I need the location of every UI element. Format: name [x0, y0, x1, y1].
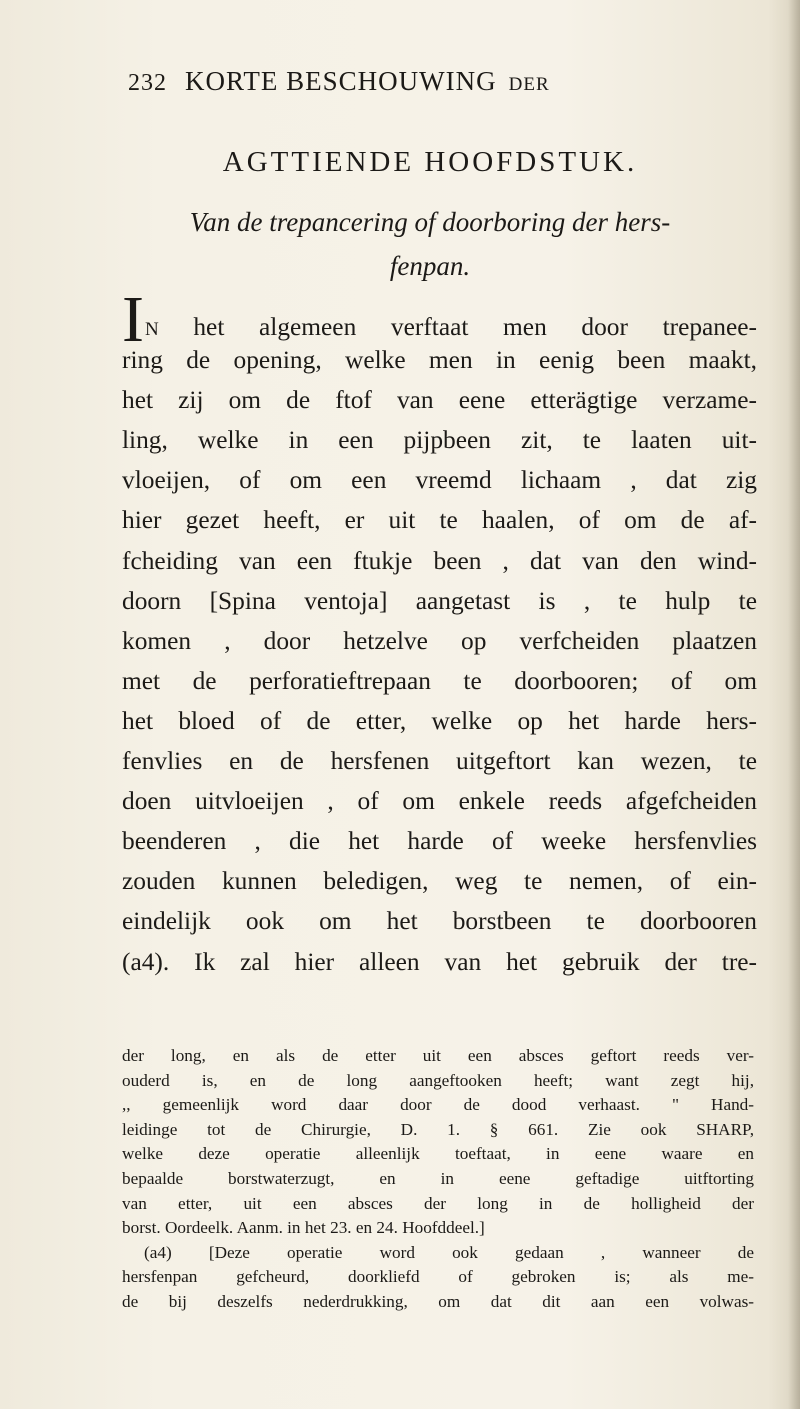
footnote-line: bepaalde borstwaterzugt, en in eene geftadige uitftorting — [122, 1168, 754, 1188]
footnote-line: borst. Oordeelk. Aanm. in het 23. en 24. Hoofddeel.] — [122, 1218, 485, 1238]
body-text — [122, 283, 757, 982]
page-edge-shadow — [788, 0, 800, 1409]
body-line: vloeijen, of om een vreemd lichaam , dat zig — [122, 466, 757, 495]
footnotes — [122, 1044, 754, 1315]
page-number: 232 — [128, 70, 167, 96]
footnote-line: welke deze operatie alleenlijk toeftaat, in eene waare en — [122, 1144, 754, 1164]
body-line: het bloed of de etter, welke op het harde hers- — [122, 706, 757, 735]
body-line-text: het algemeen verftaat men door trepanee- — [158, 313, 757, 341]
body-line: (a4). Ik zal hier alleen van het gebruik der tre- — [122, 947, 757, 976]
chapter-subtitle — [110, 200, 750, 288]
footnote-line: leidinge tot de Chirurgie, D. 1. § 661. Zie ook SHARP, — [122, 1119, 754, 1139]
body-line: doorn [Spina ventoja] aangetast is , te hulp te — [122, 586, 757, 615]
footnote-line: ,, gemeenlijk word daar door de dood verhaast. " Hand- — [122, 1095, 754, 1115]
footnote-line: hersfenpan gefcheurd, doorkliefd of gebroken is; als me- — [122, 1267, 754, 1287]
running-title: KORTE BESCHOUWING — [185, 66, 497, 96]
body-line: doen uitvloeijen , of om enkele reeds afgefcheiden — [122, 787, 757, 816]
footnote-line: ouderd is, en de long aangeftooken heeft; want zegt hij, — [122, 1070, 754, 1090]
body-line: hier gezet heeft, er uit te haalen, of om de af- — [122, 506, 757, 535]
body-line: ring de opening, welke men in eenig been maakt, — [122, 346, 757, 375]
footnote-line: van etter, uit een absces der long in de holligheid der — [122, 1193, 754, 1213]
body-line: het zij om de ftof van eene etterägtige verzame- — [122, 386, 757, 415]
footnote-line: (a4) [Deze operatie word ook gedaan , wanneer de — [144, 1242, 754, 1262]
drop-cap: I — [122, 283, 144, 356]
running-head — [128, 66, 688, 97]
chapter-title: AGTTIENDE HOOFDSTUK. — [222, 146, 638, 178]
running-title-suffix: DER — [508, 74, 550, 95]
body-line: met de perforatieftrepaan te doorbooren; of om — [122, 666, 757, 695]
footnote-line: der long, en als de etter uit een absces geftort reeds ver- — [122, 1046, 754, 1065]
body-line: eindelijk ook om het borstbeen te doorbooren — [122, 907, 757, 936]
body-line: fcheiding van een ftukje been , dat van den wind- — [122, 546, 757, 575]
body-line: fenvlies en de hersfenen uitgeftort kan wezen, te — [122, 747, 757, 776]
body-line: komen , door hetzelve op verfcheiden plaatzen — [122, 626, 757, 655]
subtitle-line-2: fenpan. — [389, 251, 471, 281]
body-line: zouden kunnen beledigen, weg te nemen, of ein- — [122, 867, 757, 896]
subtitle-line-1: Van de trepancering of doorboring der hers- — [189, 207, 671, 237]
body-line: ling, welke in een pijpbeen zit, te laaten uit- — [122, 426, 757, 455]
first-word-rest: N — [144, 319, 159, 340]
footnote-line: de bij deszelfs nederdrukking, om dat dit aan een volwas- — [122, 1291, 754, 1311]
body-line-1 — [122, 283, 757, 356]
body-line: beenderen , die het harde of weeke hersfenvlies — [122, 827, 757, 856]
